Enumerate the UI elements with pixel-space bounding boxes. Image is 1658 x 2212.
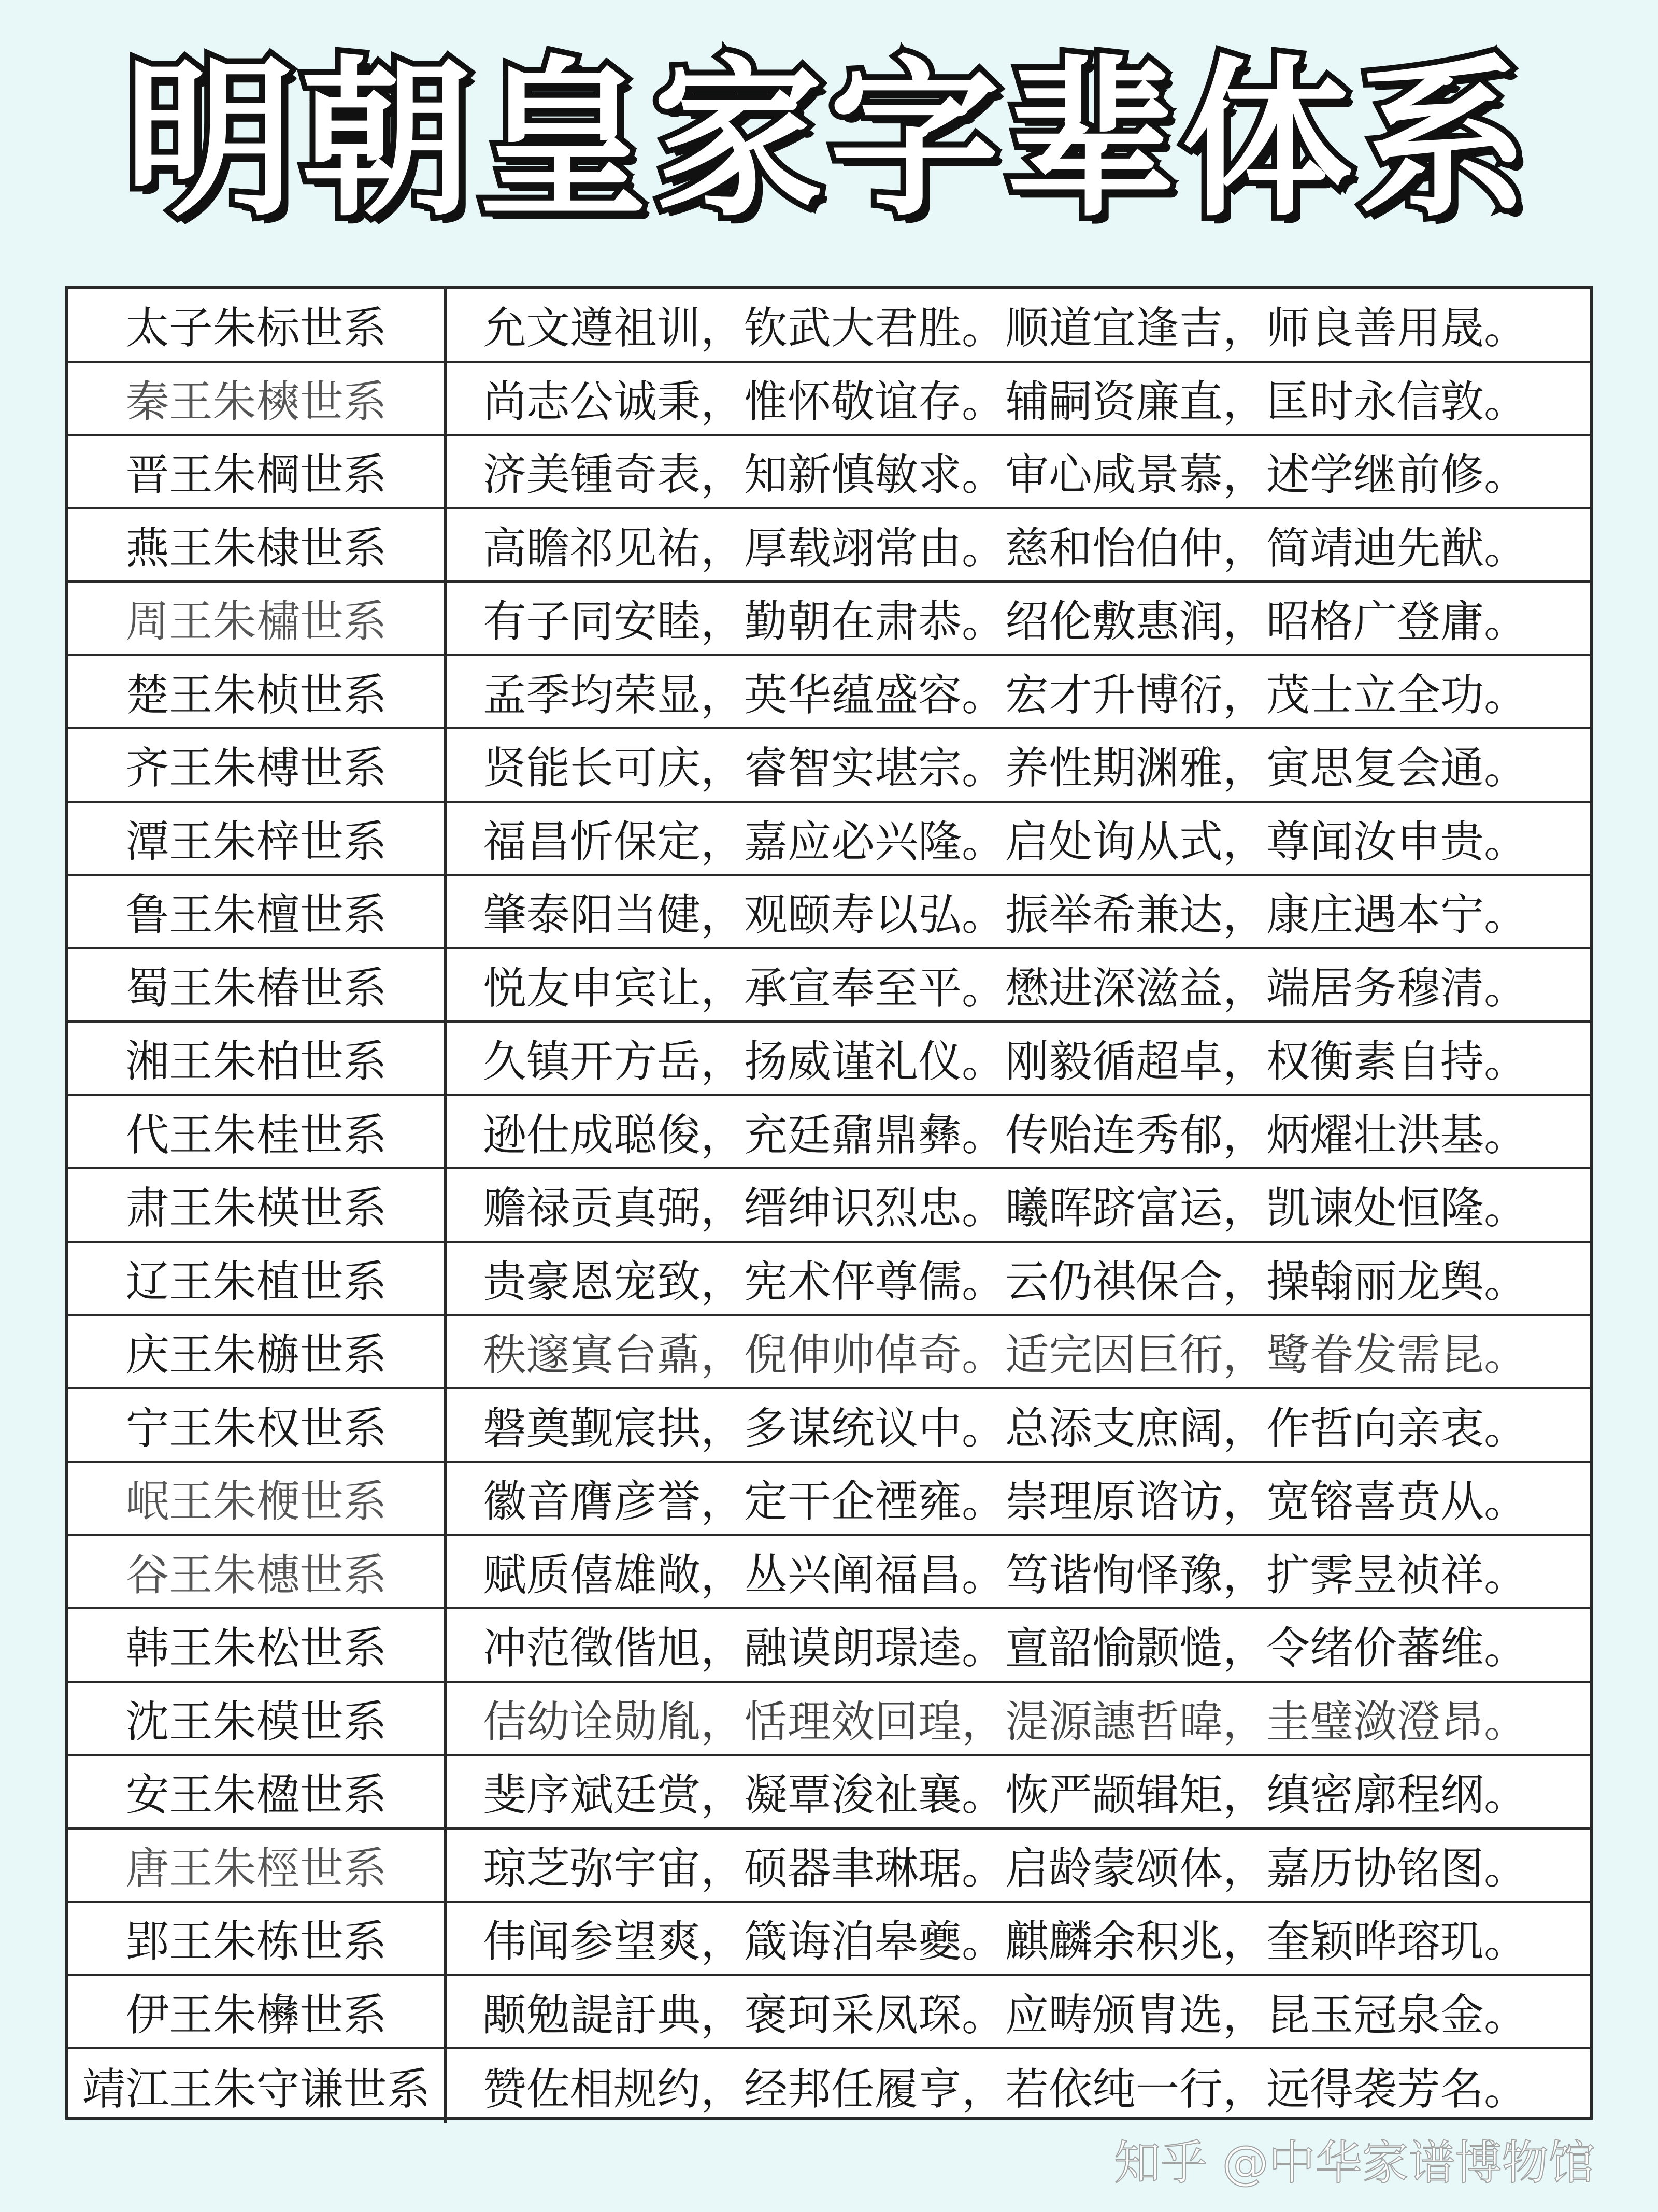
- table-row: [68, 509, 1590, 583]
- table-row: [68, 1316, 1590, 1389]
- generation-names-table: [65, 286, 1593, 2120]
- generation-poem-cell: 悦友申宾让，承宣奉至平。懋进深滋益，端居务穆清。: [483, 962, 1528, 1014]
- table-row: [68, 949, 1590, 1023]
- lineage-name-cell: 岷王朱楩世系: [68, 1463, 447, 1534]
- lineage-name-cell: 靖江王朱守谦世系: [68, 2049, 447, 2123]
- table-row: [68, 583, 1590, 656]
- lineage-name-cell: 燕王朱棣世系: [68, 509, 447, 581]
- lineage-name-cell: 辽王朱植世系: [68, 1243, 447, 1314]
- table-row: [68, 1243, 1590, 1316]
- lineage-name-cell: 秦王朱樉世系: [68, 363, 447, 434]
- generation-poem-cell: 有子同安睦，勤朝在肃恭。绍伦敷惠润，昭格广登庸。: [483, 596, 1528, 647]
- table-row: [68, 729, 1590, 803]
- generation-poem-cell: 徽音膺彦誉，定干企禋雍。崇理原谘访，宽镕喜贲从。: [483, 1476, 1528, 1527]
- lineage-name-cell: 潭王朱梓世系: [68, 803, 447, 874]
- lineage-name-cell: 韩王朱松世系: [68, 1609, 447, 1681]
- lineage-name-cell: 安王朱楹世系: [68, 1756, 447, 1827]
- generation-poem-cell: 琼芝弥宇宙，硕器聿琳琚。启龄蒙颂体，嘉历协铭图。: [483, 1842, 1528, 1894]
- lineage-name-cell: 郢王朱栋世系: [68, 1903, 447, 1974]
- lineage-name-cell: 齐王朱榑世系: [68, 729, 447, 801]
- watermark: 知乎 @中华家谱博物馆: [1114, 2136, 1595, 2190]
- generation-poem-cell: 颙勉諟訏典，褒珂采凤琛。应畴颁胄选，昆玉冠泉金。: [483, 1989, 1528, 2040]
- table-row: [68, 2049, 1590, 2123]
- table-row: [68, 436, 1590, 509]
- lineage-name-cell: 唐王朱桱世系: [68, 1830, 447, 1901]
- generation-poem-cell: 济美锺奇表，知新慎敏求。审心咸景慕，述学继前修。: [483, 449, 1528, 501]
- generation-poem-cell: 孟季均荣显，英华蕴盛容。宏才升博衍，茂士立全功。: [483, 669, 1528, 720]
- generation-poem-cell: 肇泰阳当健，观颐寿以弘。振举希兼达，康庄遇本宁。: [483, 889, 1528, 941]
- generation-poem-cell: 逊仕成聪俊，充廷鼐鼎彝。传贻连秀郁，炳燿壮洪基。: [483, 1109, 1528, 1160]
- lineage-name-cell: 伊王朱㰘世系: [68, 1976, 447, 2048]
- generation-poem-cell: 贵豪恩宠致，宪术伻尊儒。云仍祺保合，操翰丽龙舆。: [483, 1256, 1528, 1307]
- generation-poem-cell: 赋质僖雄敞，丛兴阐福昌。笃谐恂怿豫，扩霁昱祯祥。: [483, 1549, 1528, 1600]
- lineage-name-cell: 湘王朱柏世系: [68, 1023, 447, 1094]
- lineage-name-cell: 晋王朱棡世系: [68, 436, 447, 507]
- generation-poem-cell: 尚志公诚秉，惟怀敬谊存。辅嗣资廉直，匡时永信敦。: [483, 376, 1528, 427]
- table-row: [68, 363, 1590, 436]
- generation-poem-cell: 斐序斌廷赏，凝覃浚祉襄。恢严颛辑矩，缜密廓程纲。: [483, 1769, 1528, 1821]
- generation-poem-cell: 福昌忻保定，嘉应必兴隆。启处询从式，尊闻汝申贵。: [483, 816, 1528, 867]
- generation-poem-cell: 佶幼诠勋胤，恬理效回瑝，湜源譓哲暐，圭璧潋澄昂。: [483, 1696, 1528, 1747]
- table-row: [68, 1389, 1590, 1463]
- table-row: [68, 876, 1590, 949]
- table-row: [68, 1976, 1590, 2050]
- generation-poem-cell: 伟闻参望爽，箴诲洎皋夔。麒麟余积兆，奎颖晔瑢玑。: [483, 1916, 1528, 1967]
- lineage-name-cell: 蜀王朱椿世系: [68, 949, 447, 1021]
- lineage-name-cell: 谷王朱橞世系: [68, 1536, 447, 1608]
- lineage-name-cell: 鲁王朱檀世系: [68, 876, 447, 947]
- table-row: [68, 1683, 1590, 1756]
- lineage-name-cell: 代王朱桂世系: [68, 1096, 447, 1168]
- table-row: [68, 656, 1590, 730]
- generation-poem-cell: 冲范徵偕旭，融谟朗璟逵。亶韶愉颢慥，令绪价蕃维。: [483, 1623, 1528, 1674]
- generation-poem-cell: 高瞻祁见祐，厚载翊常由。慈和怡伯仲，简靖迪先猷。: [483, 522, 1528, 574]
- generation-poem-cell: 赞佐相规约，经邦任履亨，若依纯一行，远得袭芳名。: [483, 2064, 1528, 2115]
- generation-poem-cell: 磐奠觐宸拱，多谋统议中。总添支庶阔，作哲向亲衷。: [483, 1402, 1528, 1454]
- generation-poem-cell: 贤能长可庆，睿智实堪宗。养性期渊雅，寅思复会通。: [483, 743, 1528, 794]
- table-row: [68, 1023, 1590, 1096]
- table-row: [68, 1536, 1590, 1610]
- table-row: [68, 1096, 1590, 1170]
- generation-poem-cell: 秩邃寘台鼒，倪伸帅倬奇。适完因巨衎，鹭眷发需昆。: [483, 1329, 1528, 1381]
- generation-poem-cell: 久镇开方岳，扬威谨礼仪。刚毅循超卓，权衡素自持。: [483, 1036, 1528, 1087]
- table-row: [68, 1609, 1590, 1683]
- table-row: [68, 289, 1590, 363]
- generation-poem-cell: 赡禄贡真弼，缙绅识烈忠。曦晖跻富运，凯谏处恒隆。: [483, 1183, 1528, 1234]
- table-row: [68, 1463, 1590, 1536]
- lineage-name-cell: 宁王朱权世系: [68, 1389, 447, 1461]
- lineage-name-cell: 沈王朱模世系: [68, 1683, 447, 1754]
- table-row: [68, 803, 1590, 876]
- generation-poem-cell: 允文遵祖训，钦武大君胜。顺道宜逢吉，师良善用晟。: [483, 303, 1528, 354]
- lineage-name-cell: 周王朱橚世系: [68, 583, 447, 654]
- page-title: 明朝皇家字辈体系: [124, 40, 1534, 239]
- table-row: [68, 1830, 1590, 1903]
- lineage-name-cell: 太子朱标世系: [68, 289, 447, 361]
- lineage-name-cell: 肃王朱楧世系: [68, 1169, 447, 1241]
- table-row: [68, 1169, 1590, 1243]
- table-row: [68, 1756, 1590, 1830]
- lineage-name-cell: 楚王朱桢世系: [68, 656, 447, 728]
- table-row: [68, 1903, 1590, 1976]
- lineage-name-cell: 庆王朱㮵世系: [68, 1316, 447, 1387]
